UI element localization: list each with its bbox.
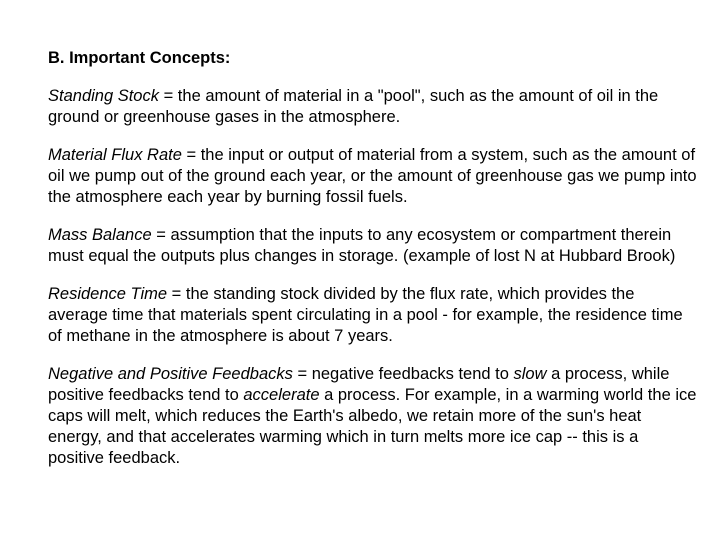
emphasis-accelerate: accelerate (243, 386, 320, 404)
concept-term: Residence Time (48, 285, 168, 303)
concept-term: Standing Stock (48, 87, 159, 105)
concept-definition-part: = negative feedbacks tend to (292, 365, 514, 383)
concept-term: Negative and Positive Feedbacks (48, 365, 293, 383)
concept-definition-part: a process. For example, in a warming world the ice caps will melt, which reduces the Earth's albedo, we retain more of the sun's heat energy, and that accelerates warming which in turn melts more ice cap -- this is a positive feedback. (48, 386, 697, 467)
slide-content (48, 48, 698, 469)
concept-standing-stock (48, 86, 698, 128)
concept-definition: = assumption that the inputs to any ecosystem or compartment therein must equal the outputs plus changes in storage. (example of lost N at Hubbard Brook) (48, 226, 676, 265)
concept-definition: = the amount of material in a "pool", such as the amount of oil in the ground or greenhouse gases in the atmosphere. (48, 87, 659, 126)
concept-definition-part: a process, while positive feedbacks tend to (48, 365, 670, 404)
emphasis-slow: slow (513, 365, 547, 383)
section-heading: B. Important Concepts: (48, 49, 231, 67)
concept-term: Mass Balance (48, 226, 152, 244)
concept-feedbacks (48, 364, 698, 469)
concept-residence-time (48, 284, 698, 347)
concept-definition: = the standing stock divided by the flux rate, which provides the average time that materials spent circulating in a pool - for example, the residence time of methane in the atmosphere is about 7 years. (48, 285, 683, 345)
concept-term: Material Flux Rate (48, 146, 182, 164)
concept-definition: = the input or output of material from a system, such as the amount of oil we pump out of the ground each year, or the amount of greenhouse gas we pump into the atmosphere each year by burning fossil fuels. (48, 146, 697, 206)
concept-mass-balance (48, 225, 698, 267)
concept-material-flux-rate (48, 145, 698, 208)
